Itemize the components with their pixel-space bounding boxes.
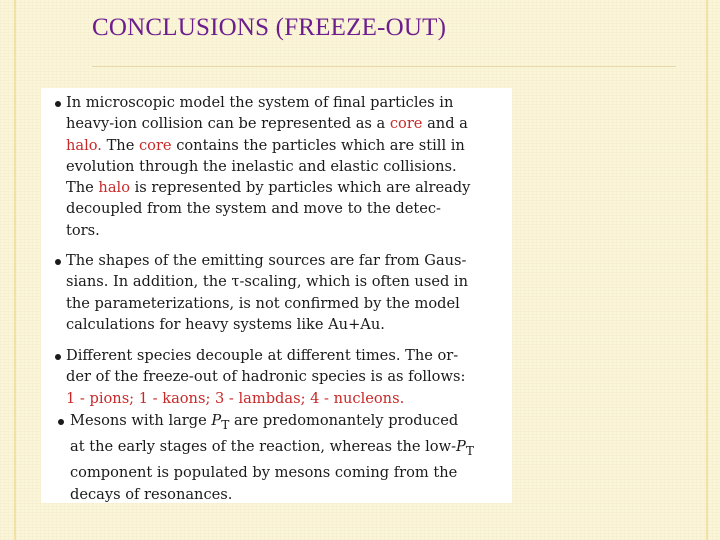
title-divider: [92, 66, 676, 67]
text-segment: the parameterizations, is not confirmed by the model: [66, 294, 460, 312]
text-line: [41, 388, 512, 409]
text-segment: heavy-ion collision can be represented as a: [66, 115, 390, 133]
text-line: [41, 462, 512, 483]
text-segment: decays of resonances.: [70, 485, 233, 503]
text-segment: P: [456, 438, 466, 456]
text-segment: T: [221, 417, 230, 432]
bullet-decoupling-order: [41, 345, 512, 409]
text-line: [41, 436, 512, 462]
highlighted-text: 1 - pions; 1 - kaons; 3 - lambdas; 4 - nucleons.: [66, 389, 405, 407]
text-segment: In microscopic model the system of final particles in: [66, 94, 454, 111]
slide-title: CONCLUSIONS (FREEZE-OUT): [92, 14, 447, 41]
text-line: [41, 156, 512, 177]
text-segment: at the early stages of the reaction, whereas the low-: [70, 438, 457, 456]
text-segment: The shapes of the emitting sources are far from Gaus-: [66, 252, 467, 269]
text-line: [41, 198, 512, 219]
text-segment: sians. In addition, the τ-scaling, which is often used in: [66, 273, 468, 291]
text-line: [41, 345, 512, 366]
text-line: [41, 484, 512, 505]
bullet-dot: [55, 101, 61, 107]
right-border-line: [706, 0, 708, 540]
text-segment: der of the freeze-out of hadronic species is as follows:: [66, 368, 466, 386]
text-segment: evolution through the inelastic and elastic collisions.: [66, 157, 457, 175]
text-segment: Mesons with large: [70, 412, 212, 429]
bullet-dot: [58, 419, 64, 425]
text-line: [41, 135, 512, 156]
text-segment: decoupled from the system and move to the detec-: [66, 200, 441, 218]
text-segment: are predomonantely produced: [229, 412, 459, 429]
text-segment: The: [66, 179, 99, 197]
text-line: [41, 177, 512, 198]
text-segment: calculations for heavy systems like Au+Au.: [66, 315, 385, 333]
text-segment: Different species decouple at different times. The or-: [66, 347, 459, 364]
bullet-dot: [55, 354, 61, 360]
text-line: [41, 250, 512, 271]
text-line: [41, 92, 512, 113]
text-segment: is represented by particles which are already: [129, 179, 471, 197]
text-segment: component is populated by mesons coming from the: [70, 464, 458, 482]
highlighted-text: halo.: [66, 136, 102, 154]
bullet-source-shapes: [41, 250, 512, 335]
text-line: [41, 410, 512, 436]
text-line: [41, 113, 512, 134]
text-segment: The: [101, 136, 139, 154]
text-line: [41, 366, 512, 387]
text-line: [41, 293, 512, 314]
text-line: [41, 314, 512, 335]
highlighted-text: core: [139, 136, 172, 154]
text-line: [41, 220, 512, 241]
text-segment: tors.: [66, 221, 100, 239]
bullet-dot: [55, 259, 61, 265]
text-segment: and a: [422, 115, 468, 133]
text-segment: contains the particles which are still in: [171, 136, 465, 154]
highlighted-text: halo: [98, 179, 130, 197]
text-line: [41, 271, 512, 292]
bullet-meson-production: [41, 410, 512, 505]
highlighted-text: core: [389, 115, 423, 133]
left-border-line: [14, 0, 16, 540]
text-segment: P: [211, 412, 222, 429]
text-segment: T: [465, 444, 474, 459]
bullet-core-halo: [41, 92, 512, 241]
conclusions-text-panel: [41, 88, 512, 503]
